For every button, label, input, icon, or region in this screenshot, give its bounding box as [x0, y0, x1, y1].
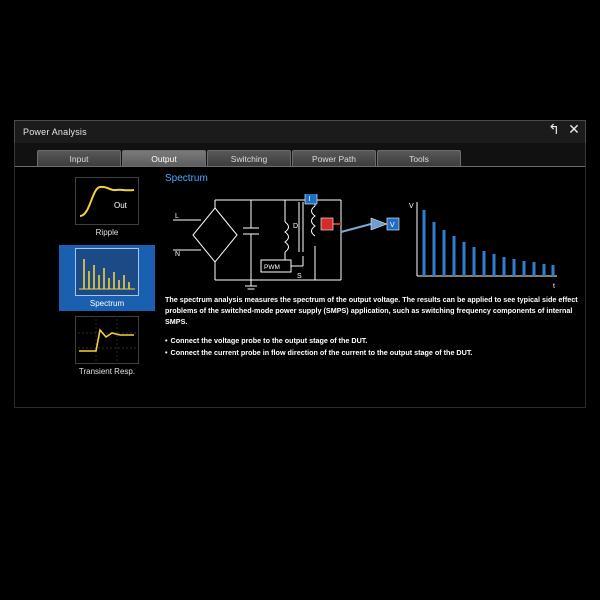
bullet-dot-icon: •: [165, 347, 168, 357]
tab-output[interactable]: Output: [122, 150, 206, 167]
close-x-icon[interactable]: ✕: [568, 121, 580, 137]
measurement-label: Transient Resp.: [78, 367, 136, 376]
measurement-list: [59, 177, 155, 384]
undo-arrow-icon[interactable]: ↰: [548, 121, 560, 137]
instruction-list: [165, 335, 579, 358]
circuit-diagram: [165, 194, 579, 292]
ripple-waveform-icon: [75, 177, 139, 225]
instruction-item: [165, 335, 579, 347]
tab-tools[interactable]: Tools: [377, 150, 461, 167]
svg-text:D: D: [293, 223, 299, 230]
svg-text:L: L: [175, 213, 179, 220]
tab-switching[interactable]: Switching: [207, 150, 291, 167]
instruction-item: [165, 347, 579, 359]
svg-text:t: t: [553, 283, 555, 290]
titlebar-buttons: [547, 122, 581, 136]
bullet-dot-icon: •: [165, 336, 168, 346]
measurement-label: Spectrum: [89, 299, 125, 308]
instruction-text: Connect the voltage probe to the output stage of the DUT.: [170, 336, 368, 346]
svg-text:PWM: PWM: [264, 264, 280, 271]
spectrum-result-plot: [409, 202, 557, 290]
tab-input[interactable]: Input: [37, 150, 121, 167]
svg-text:V: V: [409, 203, 414, 210]
voltage-probe-label: V: [390, 222, 395, 229]
measurement-item-spectrum[interactable]: [59, 245, 155, 311]
window-titlebar: [14, 120, 586, 143]
transient-response-icon: [75, 316, 139, 364]
current-probe-label: I: [308, 196, 311, 203]
svg-text:N: N: [175, 251, 181, 258]
measurement-item-ripple[interactable]: [59, 177, 155, 237]
window-body: [14, 167, 586, 408]
description-text: The spectrum analysis measures the spectrum of the output voltage. The results can be applied to see typical side effect problems of the switched-mode power supply (SMPS) application, such as switching frequency components of internal SMPS.: [165, 295, 578, 327]
power-analysis-window: [14, 120, 586, 406]
tab-bar: [14, 143, 586, 167]
svg-text:S: S: [297, 273, 302, 280]
window-title: Power Analysis: [23, 127, 87, 137]
content-heading: Spectrum: [165, 173, 208, 184]
measurement-label: Ripple: [95, 228, 119, 237]
tab-power-path[interactable]: Power Path: [292, 150, 376, 167]
spectrum-bars-icon: [75, 248, 139, 296]
measurement-item-transient-resp[interactable]: [59, 316, 155, 376]
instruction-text: Connect the current probe in flow direction of the current to the output stage of the DUT.: [170, 347, 473, 357]
svg-text:Out: Out: [114, 201, 127, 210]
content-panel: [165, 173, 579, 403]
